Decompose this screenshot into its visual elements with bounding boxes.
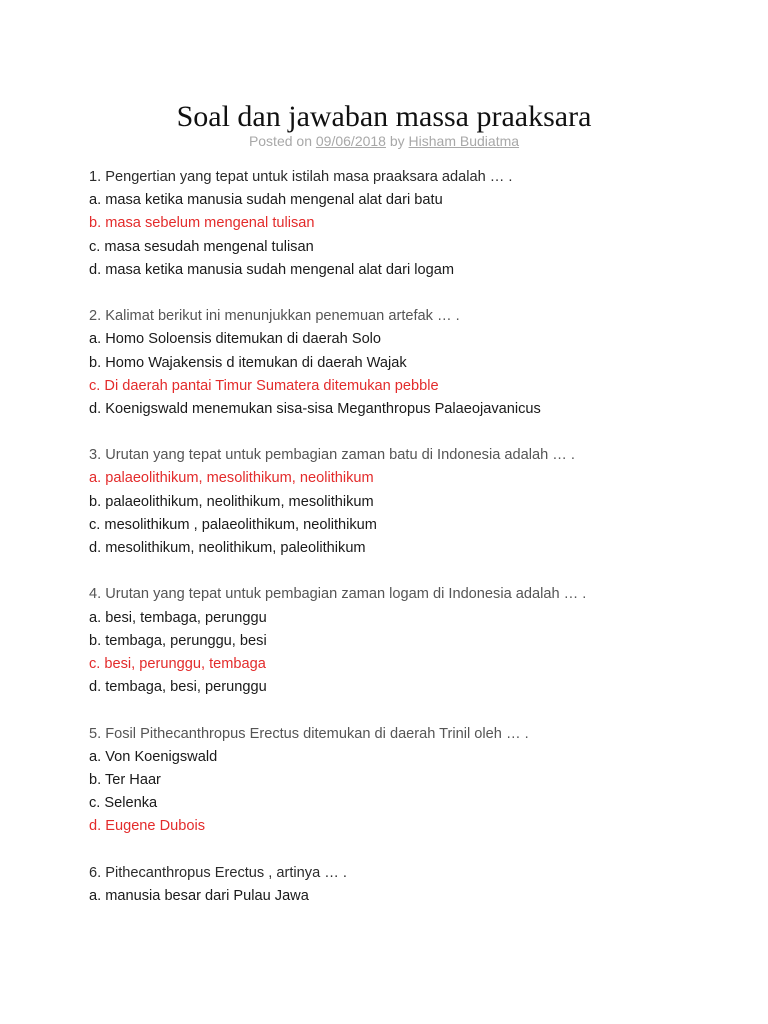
answer-option: a. Von Koenigswald [89, 748, 218, 765]
answer-option: d. tembaga, besi, perunggu [89, 679, 267, 696]
answer-option: d. Koenigswald menemukan sisa-sisa Meganthropus Palaeojavanicus [89, 400, 541, 417]
answer-option: c. mesolithikum , palaeolithikum, neolithikum [89, 516, 377, 533]
answer-option: d. masa ketika manusia sudah mengenal alat dari logam [89, 261, 455, 278]
answer-option: b. Ter Haar [89, 771, 161, 788]
spacer [89, 560, 709, 583]
answer-option: a. manusia besar dari Pulau Jawa [89, 887, 309, 904]
question-block [89, 723, 709, 839]
question-text: 2. Kalimat berikut ini menunjukkan penemuan artefak … . [89, 308, 460, 325]
correct-answer-option: c. Di daerah pantai Timur Sumatera ditemukan pebble [89, 377, 439, 394]
answer-option: b. palaeolithikum, neolithikum, mesolithikum [89, 493, 374, 510]
answer-option: a. masa ketika manusia sudah mengenal alat dari batu [89, 192, 443, 209]
spacer [89, 699, 709, 722]
spacer [89, 838, 709, 861]
question-text: 5. Fosil Pithecanthropus Erectus ditemukan di daerah Trinil oleh … . [89, 725, 529, 742]
question-block [89, 444, 709, 560]
correct-answer-option: b. masa sebelum mengenal tulisan [89, 215, 315, 232]
answer-option: b. tembaga, perunggu, besi [89, 632, 267, 649]
answer-option: c. masa sesudah mengenal tulisan [89, 238, 314, 255]
spacer [89, 421, 709, 444]
answer-option: c. Selenka [89, 795, 158, 812]
author-link[interactable]: Hisham Budiatma [408, 133, 520, 149]
answer-option: a. besi, tembaga, perunggu [89, 609, 267, 626]
by-label: by [389, 133, 405, 149]
question-text: 1. Pengertian yang tepat untuk istilah masa praaksara adalah … . [89, 169, 513, 185]
correct-answer-option: a. palaeolithikum, mesolithikum, neolithikum [89, 470, 374, 487]
question-block [89, 862, 709, 908]
answer-option: d. mesolithikum, neolithikum, paleolithikum [89, 540, 366, 556]
post-meta [0, 133, 768, 149]
correct-answer-option: d. Eugene Dubois [89, 818, 206, 835]
question-text: 4. Urutan yang tepat untuk pembagian zaman logam di Indonesia adalah … . [89, 586, 587, 603]
spacer [89, 282, 709, 305]
question-list [89, 166, 709, 908]
question-block [89, 166, 709, 282]
answer-option: b. Homo Wajakensis d itemukan di daerah Wajak [89, 354, 407, 371]
posted-on-label: Posted on [248, 133, 312, 149]
page-title: Soal dan jawaban massa praaksara [176, 100, 592, 133]
post-date-link[interactable]: 09/06/2018 [315, 133, 386, 149]
question-block [89, 305, 709, 421]
question-text: 6. Pithecanthropus Erectus , artinya … . [89, 864, 347, 881]
question-text: 3. Urutan yang tepat untuk pembagian zaman batu di Indonesia adalah … . [89, 447, 575, 464]
answer-option: a. Homo Soloensis ditemukan di daerah Solo [89, 331, 382, 348]
correct-answer-option: c. besi, perunggu, tembaga [89, 655, 266, 672]
question-block [89, 583, 709, 699]
